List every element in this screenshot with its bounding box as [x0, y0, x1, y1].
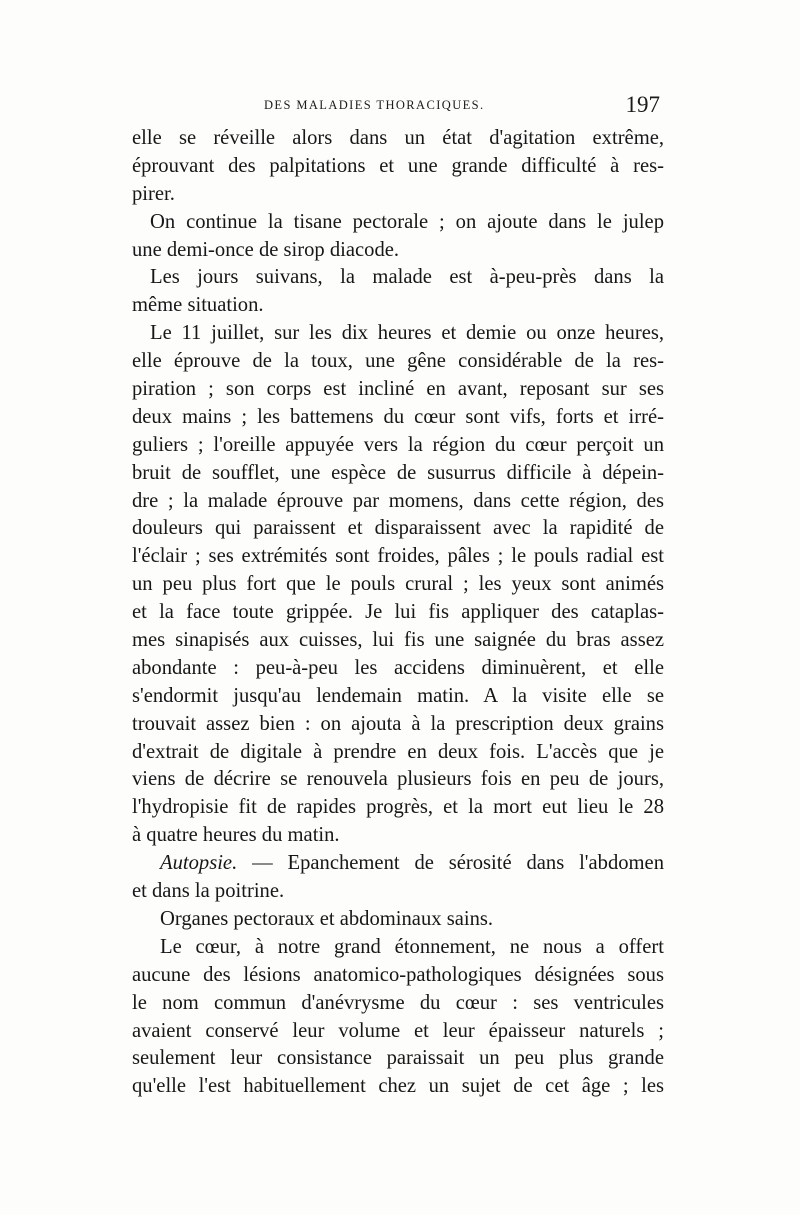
- text-line: mes sinapisés aux cuisses, lui fis une saignée du bras assez: [132, 629, 664, 652]
- text-line: On continue la tisane pectorale ; on ajoute dans le julep: [150, 210, 664, 233]
- text-line: et dans la poitrine.: [132, 880, 285, 903]
- text-line: trouvait assez bien : on ajouta à la prescription deux grains: [132, 712, 664, 735]
- text-line: bruit de soufflet, une espèce de susurrus difficile à dépein-: [132, 461, 664, 484]
- text-line: une demi-once de sirop diacode.: [132, 238, 400, 261]
- text-line: piration ; son corps est incliné en avant, reposant sur ses: [132, 378, 664, 401]
- text-line: abondante : peu-à-peu les accidens diminuèrent, et elle: [132, 656, 664, 679]
- body-text: [132, 125, 664, 1101]
- text-line: guliers ; l'oreille appuyée vers la région du cœur perçoit un: [132, 433, 664, 456]
- page-number: 197: [625, 92, 660, 117]
- text-line: éprouvant des palpitations et une grande difficulté à res-: [132, 154, 664, 177]
- text-line: un peu plus fort que le pouls crural ; les yeux sont animés: [132, 573, 664, 596]
- text-line: l'éclair ; ses extrémités sont froides, pâles ; le pouls radial est: [132, 545, 664, 568]
- text-line: viens de décrire se renouvela plusieurs fois en peu de jours,: [132, 768, 664, 791]
- text-line: qu'elle l'est habituellement chez un sujet de cet âge ; les: [132, 1075, 664, 1098]
- autopsie-line: [132, 850, 664, 878]
- text-line: Organes pectoraux et abdominaux sains.: [160, 907, 494, 930]
- text-line: pirer.: [132, 182, 175, 205]
- text-line: deux mains ; les battemens du cœur sont vifs, forts et irré-: [132, 405, 664, 428]
- autopsie-text: — Epanchement de sérosité dans l'abdomen: [252, 852, 664, 875]
- text-line: Les jours suivans, la malade est à-peu-près dans la: [150, 266, 664, 289]
- text-line: avaient conservé leur volume et leur épaisseur naturels ;: [132, 1019, 664, 1042]
- text-line: à quatre heures du matin.: [132, 824, 340, 847]
- text-line: aucune des lésions anatomico-pathologiques désignées sous: [132, 963, 664, 986]
- text-line: dre ; la malade éprouve par momens, dans cette région, des: [132, 489, 664, 512]
- text-line: même situation.: [132, 294, 264, 317]
- text-line: elle se réveille alors dans un état d'agitation extrême,: [132, 127, 664, 149]
- text-line: s'endormit jusqu'au lendemain matin. A la visite elle se: [132, 684, 664, 707]
- autopsie-label: Autopsie.: [160, 852, 238, 875]
- text-line: le nom commun d'anévrysme du cœur : ses ventricules: [132, 991, 664, 1014]
- running-title: DES MALADIES THORACIQUES.: [264, 98, 485, 112]
- text-line: Le cœur, à notre grand étonnement, ne nous a offert: [160, 935, 664, 958]
- page-header: [132, 94, 660, 120]
- text-line: Le 11 juillet, sur les dix heures et demie ou onze heures,: [150, 322, 664, 345]
- text-line: elle éprouve de la toux, une gêne considérable de la res-: [132, 350, 664, 373]
- text-line: seulement leur consistance paraissait un peu plus grande: [132, 1047, 664, 1070]
- text-line: d'extrait de digitale à prendre en deux fois. L'accès que je: [132, 740, 664, 763]
- text-line: douleurs qui paraissent et disparaissent avec la rapidité de: [132, 517, 664, 540]
- text-line: l'hydropisie fit de rapides progrès, et la mort eut lieu le 28: [132, 796, 664, 819]
- text-line: et la face toute grippée. Je lui fis appliquer des cataplas-: [132, 601, 664, 624]
